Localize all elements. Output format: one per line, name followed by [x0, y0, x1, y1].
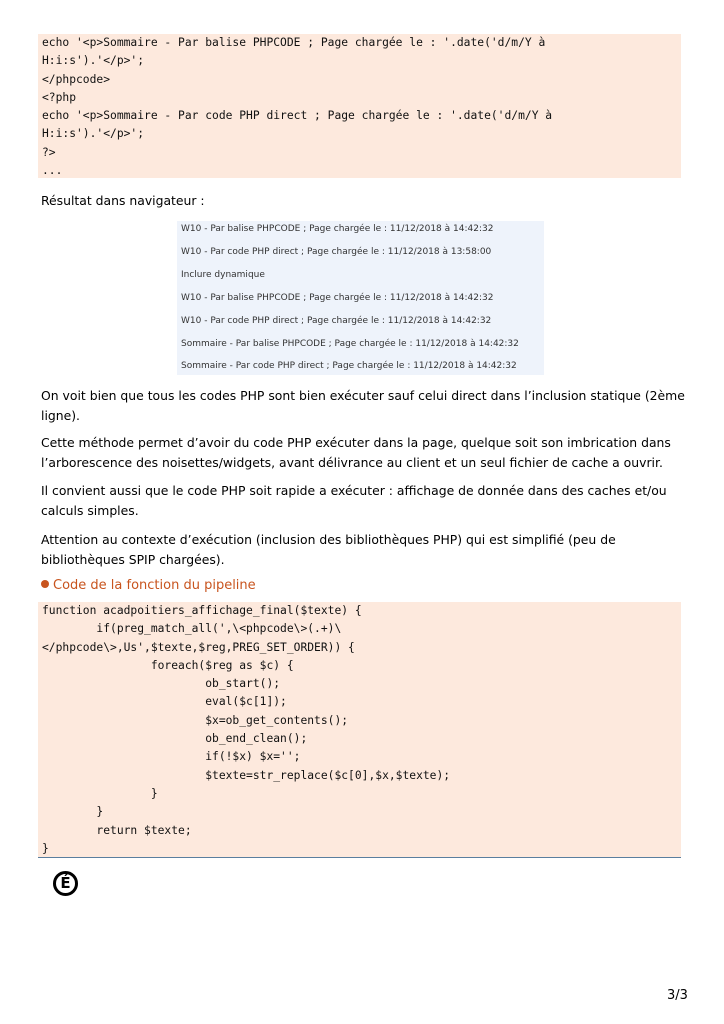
paragraph: Attention au contexte d’exécution (inclusion des bibliothèques PHP) qui est simplifié (peu de bibliothèques SPIP chargées). [41, 532, 616, 567]
result-line: W10 - Par balise PHPCODE ; Page chargée le : 11/12/2018 à 14:42:32 [181, 293, 494, 303]
education-logo-icon: É [53, 871, 78, 896]
browser-result-screenshot [177, 221, 544, 375]
result-line: Inclure dynamique [181, 270, 265, 280]
result-line: Sommaire - Par balise PHPCODE ; Page chargée le : 11/12/2018 à 14:42:32 [181, 339, 519, 349]
section-heading-text: Code de la fonction du pipeline [53, 578, 256, 593]
result-label: Résultat dans navigateur : [41, 193, 205, 208]
paragraph: On voit bien que tous les codes PHP sont bien exécuter sauf celui direct dans l’inclusion statique (2ème ligne). [41, 388, 685, 423]
paragraph: Il convient aussi que le code PHP soit rapide a exécuter : affichage de donnée dans des caches et/ou calculs simples. [41, 483, 667, 518]
code-block-pipeline: function acadpoitiers_affichage_final($texte) { if(preg_match_all(',\<phpcode\>(.+)\ </phpcode\>,Us',$texte,$reg,PREG_SET_ORDER)) { foreach($reg as $c) { ob_start(); eval($c[1]); $x=ob_get_contents(); ob_end_clean(); if(!$x) $x=''; $texte=str_replace($c[0],$x,$texte); } } return $texte; } [38, 602, 681, 858]
bullet-icon [41, 580, 49, 588]
result-line: W10 - Par code PHP direct ; Page chargée le : 11/12/2018 à 13:58:00 [181, 247, 492, 257]
result-line: Sommaire - Par code PHP direct ; Page chargée le : 11/12/2018 à 14:42:32 [181, 361, 517, 371]
code-block-top: echo '<p>Sommaire - Par balise PHPCODE ; Page chargée le : '.date('d/m/Y à H:i:s').'</p>'; </phpcode> <?php echo '<p>Sommaire - Par code PHP direct ; Page chargée le : '.date('d/m/Y à H:i:s').'</p>'; ?> ... [38, 34, 681, 178]
paragraph: Cette méthode permet d’avoir du code PHP exécuter dans la page, quelque soit son imbrication dans l’arborescence des noisettes/widgets, avant délivrance au client et un seul fichier de cache a ouvrir. [41, 435, 671, 470]
page-number: 3/3 [667, 988, 688, 1003]
section-heading [41, 578, 256, 593]
result-line: W10 - Par balise PHPCODE ; Page chargée le : 11/12/2018 à 14:42:32 [181, 224, 494, 234]
result-line: W10 - Par code PHP direct ; Page chargée le : 11/12/2018 à 14:42:32 [181, 316, 492, 326]
